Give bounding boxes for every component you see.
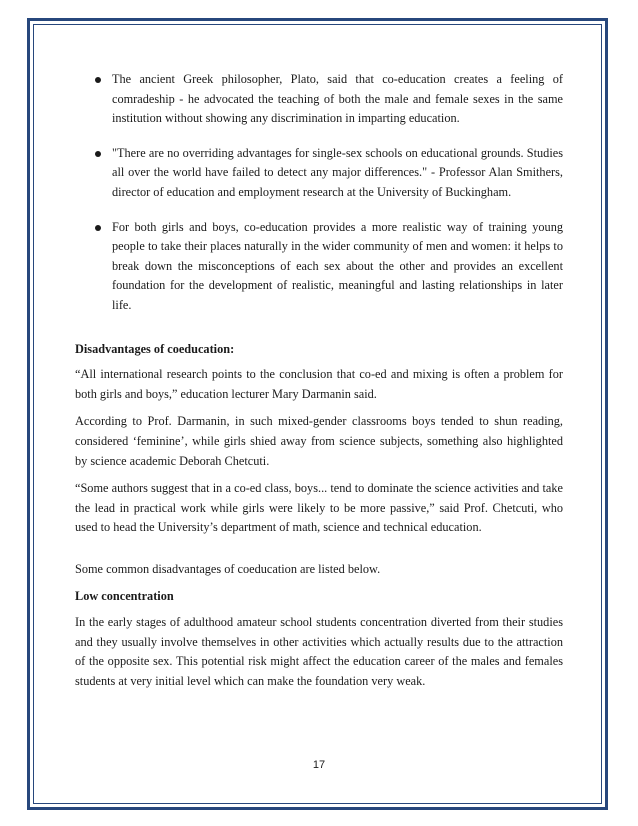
page-content: [75, 70, 563, 699]
disadvantages-intro: Some common disadvantages of coeducation are listed below.: [75, 561, 381, 576]
disadvantages-paragraph: According to Prof. Darmanin, in such mixed-gender classrooms boys tended to shun reading, considered ‘feminine’, while girls shied away from science subjects, something also highlighted by science academic Deborah Chetcuti.: [75, 414, 563, 468]
bullet-dot-icon: [95, 151, 101, 157]
bullet-dot-icon: [95, 77, 101, 83]
low-concentration-text: In the early stages of adulthood amateur school students concentration diverted from their studies and they usually involve themselves in other activities which actually results due to the attraction of the opposite sex. This potential risk might affect the education career of the males and females students at very initial level which can make the foundation very weak.: [75, 615, 563, 688]
bullet-item: [75, 70, 563, 129]
bullet-item: [75, 144, 563, 203]
bullet-text: The ancient Greek philosopher, Plato, said that co-education creates a feeling of comradeship - he advocated the teaching of both the male and female sexes in the same institution without showing any discrimination in imparting education.: [112, 72, 563, 126]
page-number: 17: [312, 759, 326, 771]
bullet-dot-icon: [95, 225, 101, 231]
disadvantages-paragraph: “Some authors suggest that in a co-ed class, boys... tend to dominate the science activities and take the lead in practical work while girls were likely to be more passive,” said Prof. Chetcuti, who used to head the University’s department of math, science and technical education.: [75, 481, 563, 535]
disadvantages-heading: Disadvantages of coeducation:: [75, 341, 235, 356]
low-concentration-heading: Low concentration: [75, 589, 174, 604]
disadvantages-paragraph: “All international research points to the conclusion that co-ed and mixing is often a problem for both girls and boys,” education lecturer Mary Darmanin said.: [75, 367, 563, 401]
bullet-list: [75, 70, 563, 316]
bullet-text: For both girls and boys, co-education provides a more realistic way of training young people to take their places naturally in the wider community of men and women: it helps to break down the misconceptions of each sex about the other and provides an excellent foundation for the development of realistic, meaningful and lasting relationships in later life.: [112, 219, 563, 312]
bullet-text: "There are no overriding advantages for single-sex schools on educational grounds. Studies all over the world have failed to detect any major differences." - Professor Alan Smithers, director of education and employment research at the University of Buckingham.: [112, 145, 563, 199]
bullet-item: [75, 218, 563, 316]
